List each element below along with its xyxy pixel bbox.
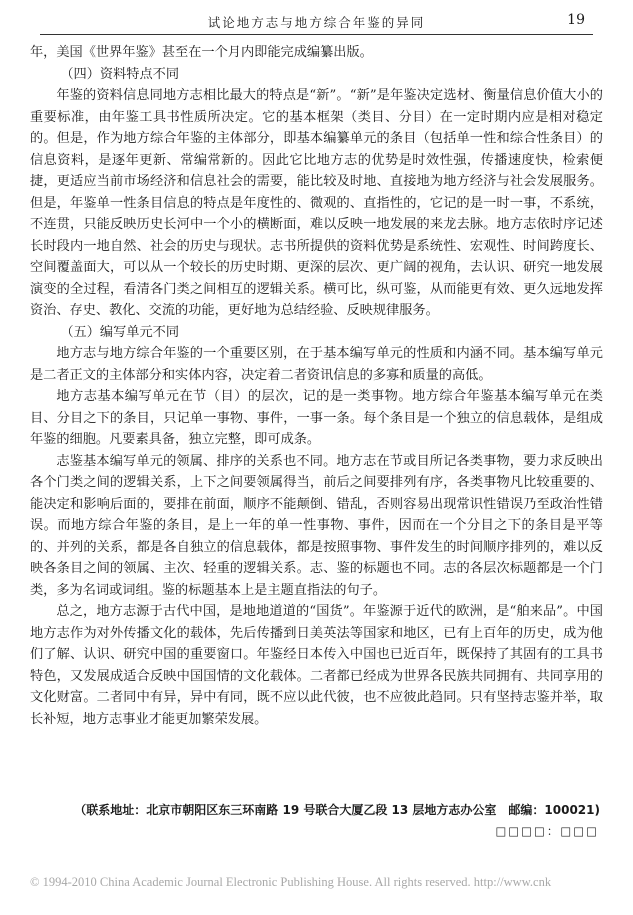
paragraph: 总之，地方志源于古代中国，是地地道道的“国货”。年鉴源于近代的欧洲，是“舶来品”。中国地方志作为对外传播文化的载体，先后传播到日美英法等国家和地区，已有上百年的历史，成为他们了解、认识、研究中国的重要窗口。年鉴经日本传入中国也已近百年，既保持了其固有的工具书特色，又发展成适合反映中国国情的文化载体。二者都已经成为世界各民族共同拥有、共同享用的文化财富。二者同中有异，异中有同，既不应以此代彼，也不应彼此趋同。只有坚持志鉴并举，取长补短，地方志事业才能更加繁荣发展。 (30, 604, 603, 727)
running-header (40, 10, 593, 35)
page-number: 19 (567, 12, 585, 28)
paragraph: 地方志基本编写单元在节（目）的层次，记的是一类事物。地方综合年鉴基本编写单元在类目、分目之下的条目，只记单一事物、事件，一事一条。每个条目是一个独立的信息载体，是组成年鉴的细胞。凡要素具备，独立完整，即可成条。 (30, 389, 603, 447)
article-body (30, 42, 603, 730)
section-heading-4: （四）资料特点不同 (60, 66, 180, 82)
paragraph: 年鉴的资料信息同地方志相比最大的特点是“新”。“新”是年鉴决定选材、衡量信息价值大小的重要标准，由年鉴工具书性质所决定。它的基本框架（类目、分目）在一定时期内应是相对稳定的。但是，作为地方综合年鉴的主体部分，即基本编纂单元的条目（包括单一性和综合性条目）的信息资料，是逐年更新、常编常新的。因此它比地方志的优势是时效性强，传播速度快，检索便捷，更适应当前市场经济和信息社会的需要，能比较及时地、直接地为地方经济与社会发展服务。但是，年鉴单一性条目信息的特点是年度性的、微观的、直指性的，它记的是一时一事，不系统，不连贯，只能反映历史长河中一个小的横断面，难以反映一地发展的来龙去脉。地方志依时序记述长时段内一地自然、社会的历史与现状。志书所提供的资料优势是系统性、宏观性、时间跨度长、空间覆盖面大，可以从一个较长的历史时期、更深的层次、更广阔的视角，去认识、研究一地发展演变的全过程，看清各门类之间相互的逻辑关系。横可比，纵可鉴，从而能更有效、更久远地发挥资治、存史、教化、交流的功能，更好地为总结经验、反映规律服务。 (30, 88, 603, 318)
section-heading-5: （五）编写单元不同 (60, 324, 180, 340)
paragraph-continuation: 年，美国《世界年鉴》甚至在一个月内即能完成编纂出版。 (30, 45, 373, 60)
running-title: 试论地方志与地方综合年鉴的异同 (207, 15, 426, 30)
contact-address: （联系地址：北京市朝阳区东三环南路 19 号联合大厦乙段 13 层地方志办公室 邮编：100021) (74, 803, 600, 817)
editor-note: □□□□：□□□ (495, 824, 599, 838)
paragraph: 志鉴基本编写单元的领属、排序的关系也不同。地方志在节或目所记各类事物，要力求反映出各个门类之间的逻辑关系，上下之间要领属得当，前后之间要排列有序，各类事物凡比较重要的、能决定和影响后面的，要排在前面，顺序不能颠倒、错乱，否则容易出现常识性错误乃至政治性错误。而地方综合年鉴的条目，是上一年的单一性事物、事件，因而在一个分目之下的条目是平等的、并列的关系，都是各自独立的信息载体，都是按照事物、事件发生的时间顺序排列的，难以反映各条目之间的领属、主次、轻重的逻辑关系。志、鉴的标题也不同。志的各层次标题都是一个门类，多为名词或词组。鉴的标题基本上是主题直指法的句子。 (30, 453, 603, 598)
copyright-footer: © 1994-2010 China Academic Journal Electronic Publishing House. All rights reserved. http://www.cnk (30, 875, 552, 889)
paragraph: 地方志与地方综合年鉴的一个重要区别，在于基本编写单元的性质和内涵不同。基本编写单元是二者正文的主体部分和实体内容，决定着二者资讯信息的多寡和质量的高低。 (30, 346, 603, 383)
